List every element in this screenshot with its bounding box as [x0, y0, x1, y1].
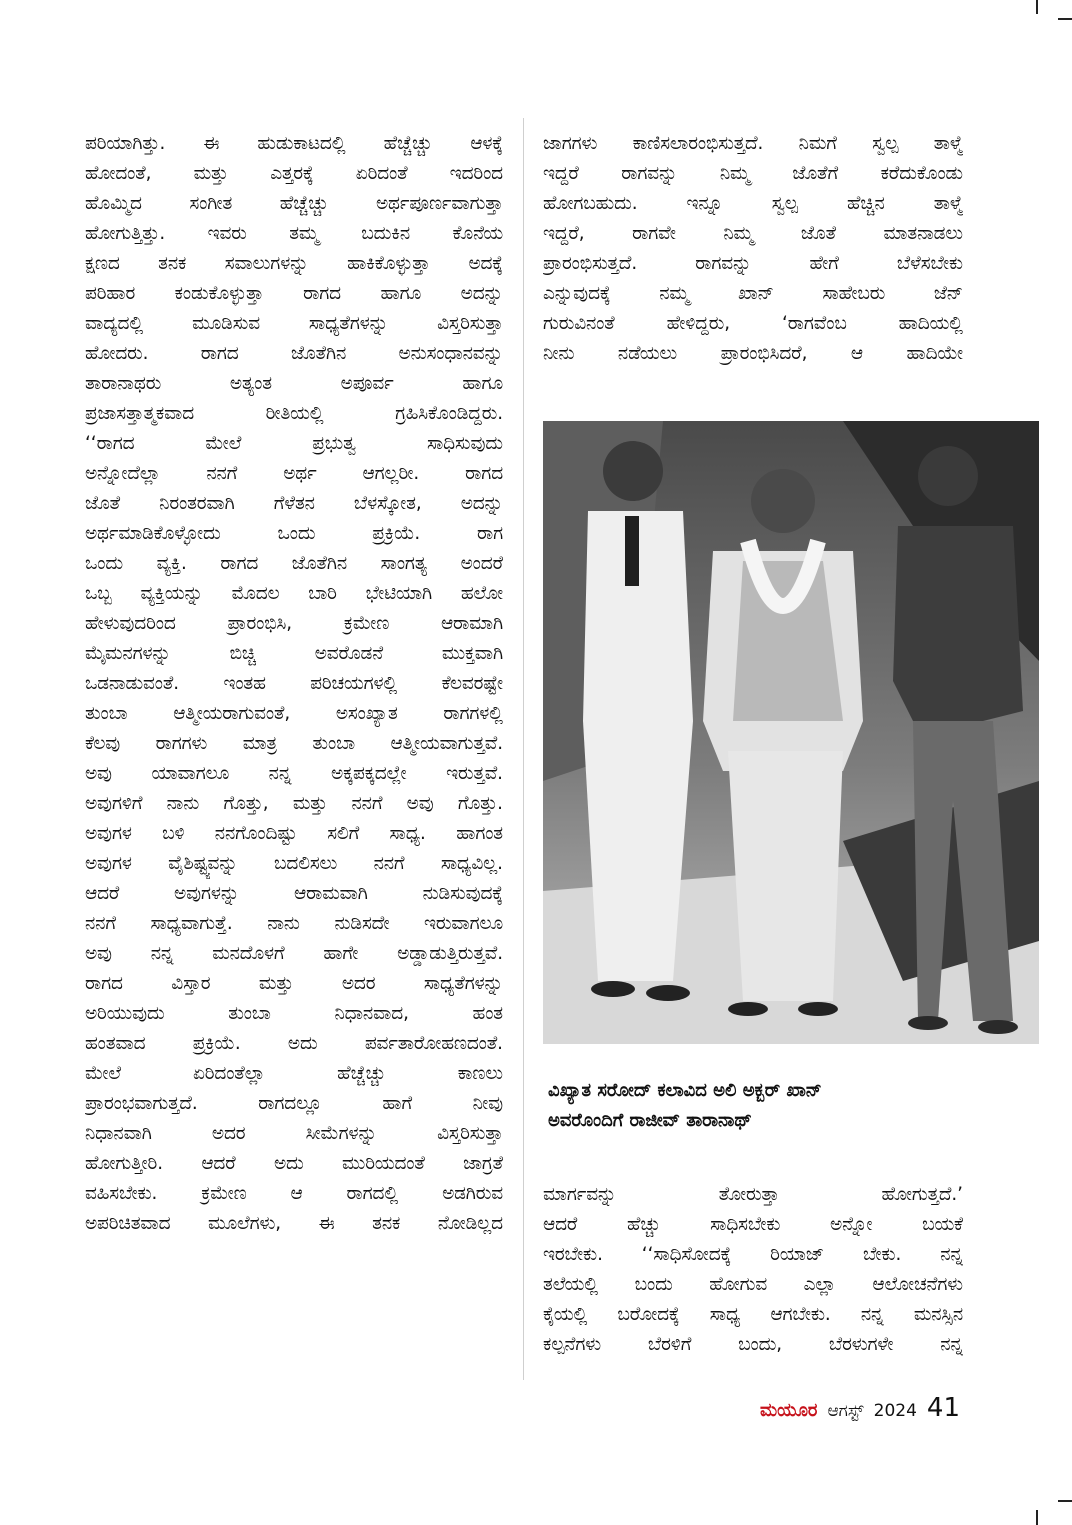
issue-month: ಆಗಸ್ಟ್	[827, 1401, 864, 1421]
text-line: ಇದ್ದರೆ, ರಾಗವೇ ನಿಮ್ಮ ಜೊತೆ ಮಾತನಾಡಲು	[543, 223, 963, 244]
text-line: ಮೈಮನಗಳನ್ನು ಬಿಚ್ಚಿ ಅವರೊಡನೆ ಮುಕ್ತವಾಗಿ	[85, 643, 503, 664]
text-line: ಇರಬೇಕು. ‘‘ಸಾಧಿಸೋದಕ್ಕೆ ರಿಯಾಜ್ ಬೇಕು. ನನ್ನ	[543, 1244, 963, 1265]
text-line: ವಾದ್ಯದಲ್ಲಿ ಮೂಡಿಸುವ ಸಾಧ್ಯತೆಗಳನ್ನು ವಿಸ್ತರಿಸುತ್ತಾ	[85, 313, 503, 334]
text-line: ಹೋಗಬಹುದು. ಇನ್ನೂ ಸ್ವಲ್ಪ ಹೆಚ್ಚಿನ ತಾಳ್ಮೆ	[543, 193, 963, 214]
text-line: ಹೋಗುತ್ತಿತ್ತು. ಇವರು ತಮ್ಮ ಬದುಕಿನ ಕೊನೆಯ	[85, 223, 503, 244]
text-line: ಅವುಗಳ ಬಳಿ ನನಗೊಂದಿಷ್ಟು ಸಲಿಗೆ ಸಾಧ್ಯ. ಹಾಗಂತ	[85, 823, 503, 844]
text-line: ಅಪರಿಚಿತವಾದ ಮೂಲೆಗಳು, ಈ ತನಕ ನೋಡಿಲ್ಲದ	[85, 1213, 503, 1234]
text-line: ಜೊತೆ ನಿರಂತರವಾಗಿ ಗೆಳೆತನ ಬೆಳಸ್ಕೋತ, ಅದನ್ನು	[85, 493, 503, 514]
text-line: ಅವು ಯಾವಾಗಲೂ ನನ್ನ ಅಕ್ಕಪಕ್ಕದಲ್ಲೇ ಇರುತ್ತವೆ.	[85, 763, 503, 784]
text-line: ಮೇಲೆ ಏರಿದಂತೆಲ್ಲಾ ಹೆಚ್ಚೆಚ್ಚು ಕಾಣಲು	[85, 1063, 503, 1084]
text-line: ತಲೆಯಲ್ಲಿ ಬಂದು ಹೋಗುವ ಎಲ್ಲಾ ಆಲೋಚನೆಗಳು	[543, 1274, 963, 1295]
crop-mark	[1058, 18, 1072, 20]
text-line: ವಹಿಸಬೇಕು. ಕ್ರಮೇಣ ಆ ರಾಗದಲ್ಲಿ ಅಡಗಿರುವ	[85, 1183, 503, 1204]
text-line: ಪರಿಹಾರ ಕಂಡುಕೊಳ್ಳುತ್ತಾ ರಾಗದ ಹಾಗೂ ಅದನ್ನು	[85, 283, 503, 304]
text-line: ವಿಖ್ಯಾತ ಸರೋದ್ ಕಲಾವಿದ ಅಲಿ ಅಕ್ಬರ್ ಖಾನ್	[548, 1080, 822, 1101]
crop-mark	[1036, 0, 1038, 14]
text-line: ಕಲ್ಪನೆಗಳು ಬೆರಳಿಗೆ ಬಂದು, ಬೆರಳುಗಳೇ ನನ್ನ	[543, 1334, 963, 1355]
text-line: ಜಾಗಗಳು ಕಾಣಿಸಲಾರಂಭಿಸುತ್ತದೆ. ನಿಮಗೆ ಸ್ವಲ್ಪ ತಾಳ್ಮೆ	[543, 133, 963, 154]
page-number: 41	[926, 1393, 960, 1423]
text-line: ಹೊಮ್ಮಿದ ಸಂಗೀತ ಹೆಚ್ಚೆಚ್ಚು ಅರ್ಥಪೂರ್ಣವಾಗುತ್ತಾ	[85, 193, 503, 214]
text-line: ಅರ್ಥಮಾಡಿಕೊಳ್ಳೋದು ಒಂದು ಪ್ರಕ್ರಿಯೆ. ರಾಗ	[85, 523, 503, 544]
text-line: ಮಾರ್ಗವನ್ನು ತೋರುತ್ತಾ ಹೋಗುತ್ತದೆ.’	[543, 1184, 963, 1205]
text-line: ರಾಗದ ವಿಸ್ತಾರ ಮತ್ತು ಅದರ ಸಾಧ್ಯತೆಗಳನ್ನು	[85, 973, 503, 994]
text-line: ಪ್ರಜಾಸತ್ತಾತ್ಮಕವಾದ ರೀತಿಯಲ್ಲಿ ಗ್ರಹಿಸಿಕೊಂಡಿದ್ದರು.	[85, 403, 503, 424]
text-line: ಆದರೆ ಅವುಗಳನ್ನು ಆರಾಮವಾಗಿ ನುಡಿಸುವುದಕ್ಕೆ	[85, 883, 503, 904]
text-line: ಒಬ್ಬ ವ್ಯಕ್ತಿಯನ್ನು ಮೊದಲ ಬಾರಿ ಭೇಟಿಯಾಗಿ ಹಲೋ	[85, 583, 503, 604]
left-column	[85, 129, 503, 1239]
text-line: ಪರಿಯಾಗಿತ್ತು. ಈ ಹುಡುಕಾಟದಲ್ಲಿ ಹೆಚ್ಚೆಚ್ಚು ಆಳಕ್ಕೆ	[85, 133, 503, 154]
text-line: ಅವುಗಳ ವೈಶಿಷ್ಟ್ಯವನ್ನು ಬದಲಿಸಲು ನನಗೆ ಸಾಧ್ಯವಿಲ್ಲ.	[85, 853, 503, 874]
text-line: ಕೆಲವು ರಾಗಗಳು ಮಾತ್ರ ತುಂಬಾ ಆತ್ಮೀಯವಾಗುತ್ತವೆ.	[85, 733, 503, 754]
text-line: ತುಂಬಾ ಆತ್ಮೀಯರಾಗುವಂತೆ, ಅಸಂಖ್ಯಾತ ರಾಗಗಳಲ್ಲಿ	[85, 703, 503, 724]
crop-mark	[1036, 1510, 1038, 1525]
text-line: ಅನ್ನೋದೆಲ್ಲಾ ನನಗೆ ಅರ್ಥ ಆಗಲ್ಲರೀ. ರಾಗದ	[85, 463, 503, 484]
text-line: ತಾರಾನಾಥರು ಅತ್ಯಂತ ಅಪೂರ್ವ ಹಾಗೂ	[85, 373, 503, 394]
text-line: ಗುರುವಿನಂತೆ ಹೇಳಿದ್ದರು, ‘ರಾಗವೆಂಬ ಹಾದಿಯಲ್ಲಿ	[543, 313, 963, 334]
text-line: ಅರಿಯುವುದು ತುಂಬಾ ನಿಧಾನವಾದ, ಹಂತ	[85, 1003, 503, 1024]
text-line: ಕ್ಷಣದ ತನಕ ಸವಾಲುಗಳನ್ನು ಹಾಕಿಕೊಳ್ಳುತ್ತಾ ಅದಕ್ಕೆ	[85, 253, 503, 274]
photo-caption	[548, 1076, 978, 1136]
page-footer	[760, 1393, 960, 1427]
photo-illustration	[543, 421, 1039, 1044]
text-line: ಹಂತವಾದ ಪ್ರಕ್ರಿಯೆ. ಅದು ಪರ್ವತಾರೋಹಣದಂತೆ.	[85, 1033, 503, 1054]
text-line: ಹೋದಂತೆ, ಮತ್ತು ಎತ್ತರಕ್ಕೆ ಏರಿದಂತೆ ಇದರಿಂದ	[85, 163, 503, 184]
right-column-top	[543, 129, 963, 369]
text-line: ಒಂದು ವ್ಯಕ್ತಿ. ರಾಗದ ಜೊತೆಗಿನ ಸಾಂಗತ್ಯ ಅಂದರೆ	[85, 553, 503, 574]
text-line: ಎನ್ನುವುದಕ್ಕೆ ನಮ್ಮ ಖಾನ್ ಸಾಹೇಬರು ಜೆನ್	[543, 283, 963, 304]
text-line: ಹೋಗುತ್ತೀರಿ. ಆದರೆ ಅದು ಮುರಿಯದಂತೆ ಜಾಗ್ರತೆ	[85, 1153, 503, 1174]
text-line: ಆದರೆ ಹೆಚ್ಚು ಸಾಧಿಸಬೇಕು ಅನ್ನೋ ಬಯಕೆ	[543, 1214, 963, 1235]
text-line: ಒಡನಾಡುವಂತೆ. ಇಂತಹ ಪರಿಚಯಗಳಲ್ಲಿ ಕೆಲವರಷ್ಟೇ	[85, 673, 503, 694]
column-divider	[523, 118, 524, 1380]
crop-mark	[1058, 1500, 1072, 1502]
text-line: ಅವರೊಂದಿಗೆ ರಾಜೀವ್ ತಾರಾನಾಥ್	[548, 1110, 752, 1131]
photo	[543, 421, 1039, 1044]
text-line: ಹೋದರು. ರಾಗದ ಜೊತೆಗಿನ ಅನುಸಂಧಾನವನ್ನು	[85, 343, 503, 364]
text-line: ನನಗೆ ಸಾಧ್ಯವಾಗುತ್ತೆ. ನಾನು ನುಡಿಸದೇ ಇರುವಾಗಲೂ	[85, 913, 503, 934]
right-column-bottom	[543, 1180, 963, 1360]
text-line: ಪ್ರಾರಂಭಿಸುತ್ತದೆ. ರಾಗವನ್ನು ಹೇಗೆ ಬೆಳೆಸಬೇಕು	[543, 253, 963, 274]
magazine-name: ಮಯೂರ	[760, 1400, 818, 1421]
text-line: ಪ್ರಾರಂಭವಾಗುತ್ತದೆ. ರಾಗದಲ್ಲೂ ಹಾಗೆ ನೀವು	[85, 1093, 503, 1114]
text-line: ನೀನು ನಡೆಯಲು ಪ್ರಾರಂಭಿಸಿದರೆ, ಆ ಹಾದಿಯೇ	[543, 343, 963, 364]
issue-year: 2024	[873, 1401, 917, 1421]
text-line: ಇದ್ದರೆ ರಾಗವನ್ನು ನಿಮ್ಮ ಜೊತೆಗೆ ಕರೆದುಕೊಂಡು	[543, 163, 963, 184]
text-line: ಕೈಯಲ್ಲಿ ಬರೋದಕ್ಕೆ ಸಾಧ್ಯ ಆಗಬೇಕು. ನನ್ನ ಮನಸ್ಸಿನ	[543, 1304, 963, 1325]
text-line: ಹೇಳುವುದರಿಂದ ಪ್ರಾರಂಭಿಸಿ, ಕ್ರಮೇಣ ಆರಾಮಾಗಿ	[85, 613, 503, 634]
text-line: ನಿಧಾನವಾಗಿ ಅದರ ಸೀಮೆಗಳನ್ನು ವಿಸ್ತರಿಸುತ್ತಾ	[85, 1123, 503, 1144]
text-line: ಅವುಗಳಿಗೆ ನಾನು ಗೊತ್ತು, ಮತ್ತು ನನಗೆ ಅವು ಗೊತ್ತು.	[85, 793, 503, 814]
text-line: ‘‘ರಾಗದ ಮೇಲೆ ಪ್ರಭುತ್ವ ಸಾಧಿಸುವುದು	[85, 433, 503, 454]
text-line: ಅವು ನನ್ನ ಮನದೊಳಗೆ ಹಾಗೇ ಅಡ್ಡಾಡುತ್ತಿರುತ್ತವೆ.	[85, 943, 503, 964]
